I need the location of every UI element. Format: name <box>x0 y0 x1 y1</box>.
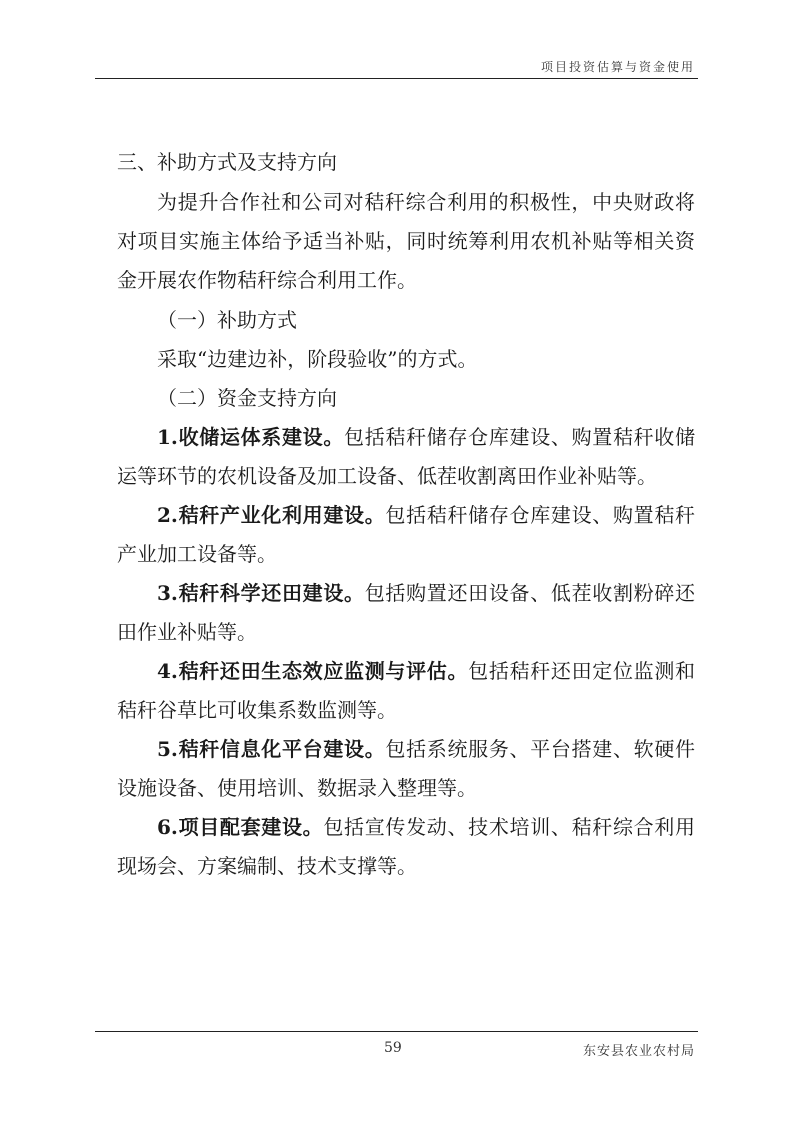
item-4-lead: 4.秸秆还田生态效应监测与评估。 <box>157 659 469 683</box>
subsection-1-text: 采取“边建边补，阶段验收”的方式。 <box>157 347 478 371</box>
item-3-text: 包括购置还田设备、低茬收割粉碎还 <box>364 581 695 605</box>
item-5-line-1 <box>117 735 695 763</box>
item-6-text: 包括宣传发动、技术培训、秸秆综合利用 <box>323 815 695 839</box>
subsection-heading-2: （二）资金支持方向 <box>157 386 337 410</box>
item-3-line-1 <box>117 579 695 607</box>
page-number: 59 <box>384 1040 402 1056</box>
header-divider <box>95 78 698 79</box>
intro-line-2: 对项目实施主体给予适当补贴，同时统筹利用农机补贴等相关资 <box>117 229 695 253</box>
item-2-line-1 <box>117 501 695 529</box>
section-heading: 三、补助方式及支持方向 <box>117 150 337 174</box>
item-6-line-2: 现场会、方案编制、技术支撑等。 <box>117 854 417 878</box>
item-1-text: 包括秸秆储存仓库建设、购置秸秆收储 <box>344 425 695 449</box>
item-1-line-1 <box>117 423 695 451</box>
item-6-lead: 6.项目配套建设。 <box>157 815 324 839</box>
item-4-line-2: 秸秆谷草比可收集系数监测等。 <box>117 698 397 722</box>
item-3-line-2: 田作业补贴等。 <box>117 620 257 644</box>
item-2-text: 包括秸秆储存仓库建设、购置秸秆 <box>385 503 696 527</box>
item-3-lead: 3.秸秆科学还田建设。 <box>157 581 365 605</box>
header-title: 项目投资估算与资金使用 <box>540 60 695 74</box>
item-5-lead: 5.秸秆信息化平台建设。 <box>157 737 386 761</box>
item-4-line-1 <box>117 657 695 685</box>
subsection-heading-1: （一）补助方式 <box>157 308 297 332</box>
intro-line-3: 金开展农作物秸秆综合利用工作。 <box>117 268 417 292</box>
item-5-line-2: 设施设备、使用培训、数据录入整理等。 <box>117 776 477 800</box>
item-5-text: 包括系统服务、平台搭建、软硬件 <box>385 737 696 761</box>
item-2-line-2: 产业加工设备等。 <box>117 542 277 566</box>
item-1-line-2: 运等环节的农机设备及加工设备、低茬收割离田作业补贴等。 <box>117 464 657 488</box>
item-6-line-1 <box>117 813 695 841</box>
footer-divider <box>95 1031 698 1032</box>
item-1-lead: 1.收储运体系建设。 <box>157 425 345 449</box>
footer-organization: 东安县农业农村局 <box>582 1044 695 1059</box>
item-4-text: 包括秸秆还田定位监测和 <box>468 659 695 683</box>
item-2-lead: 2.秸秆产业化利用建设。 <box>157 503 386 527</box>
intro-line-1: 为提升合作社和公司对秸秆综合利用的积极性，中央财政将 <box>157 190 695 214</box>
